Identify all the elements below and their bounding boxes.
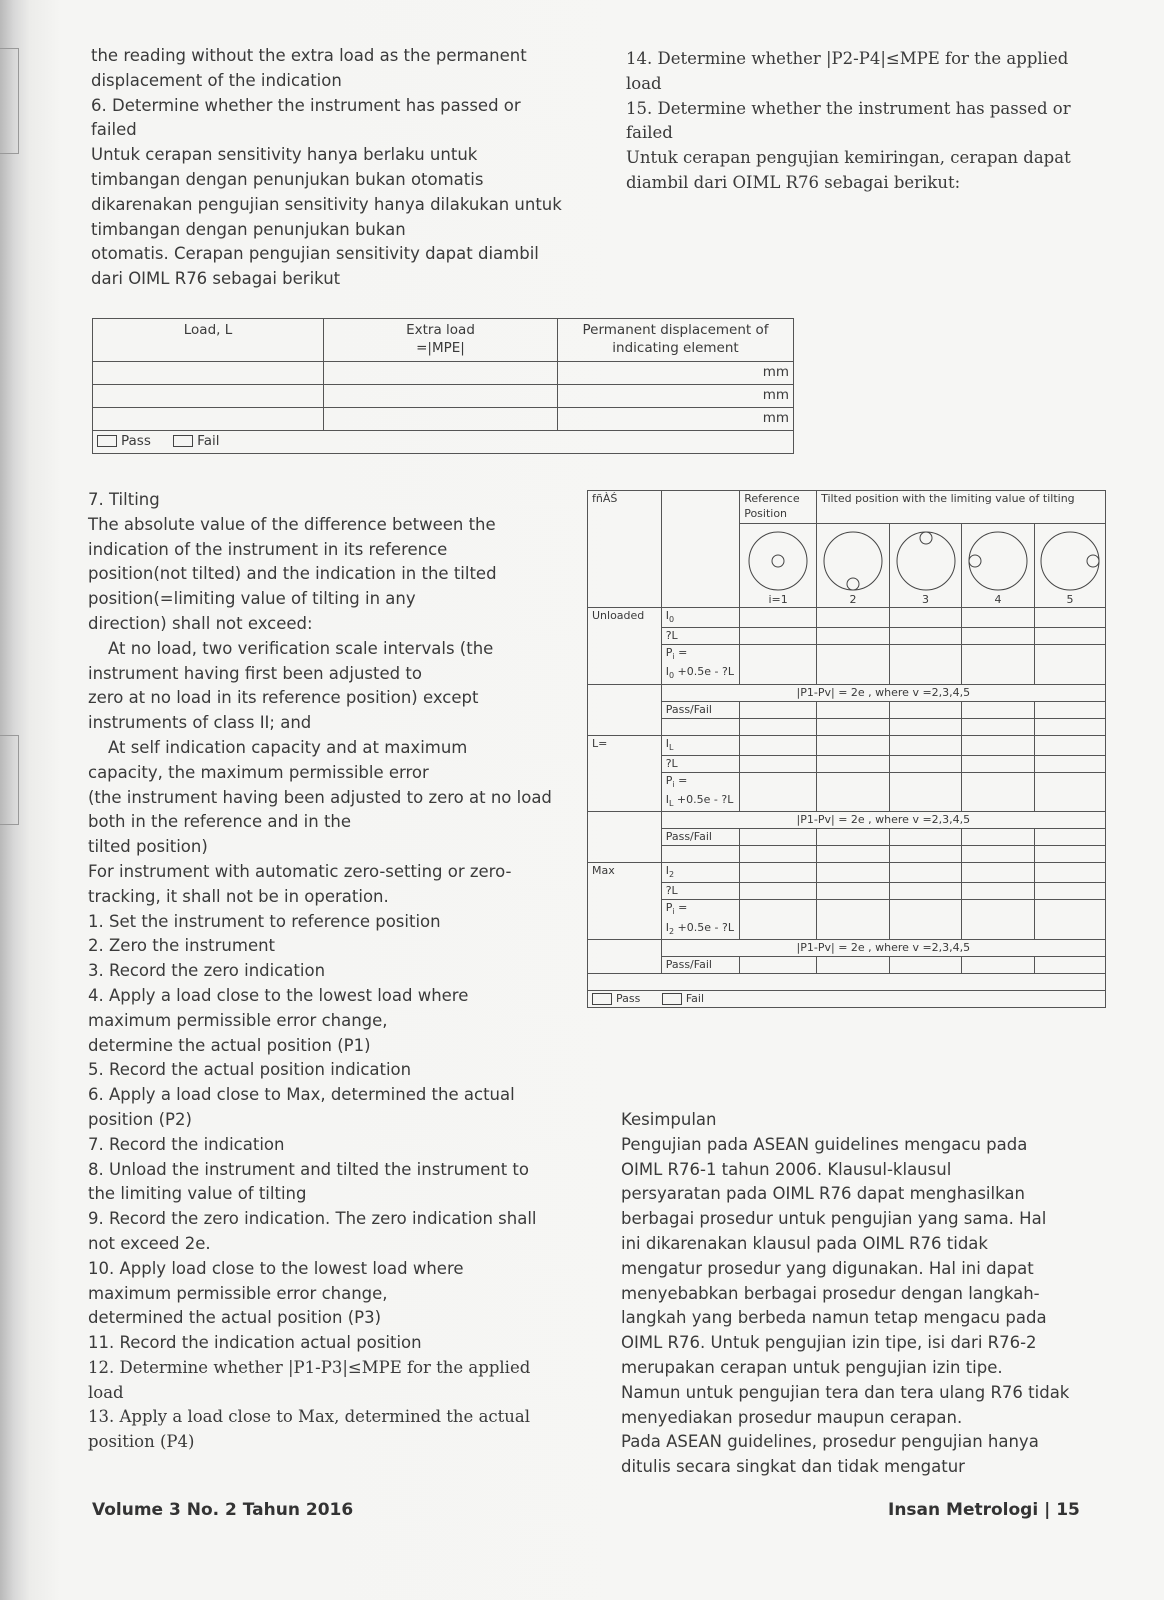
pass-fail-label: Pass/Fail <box>661 701 739 718</box>
group-label: L= <box>588 735 662 812</box>
text-line: 12. Determine whether |P1-P3|≤MPE for the applied <box>88 1357 531 1377</box>
text-line: menyediakan prosedur maupun cerapan. <box>621 1407 963 1427</box>
text-line: timbangan dengan penunjukan bukan otomatis <box>91 169 484 189</box>
position-cell: i=1 <box>740 524 817 608</box>
pass-checkbox[interactable] <box>97 435 117 447</box>
text-line: failed <box>626 123 673 143</box>
position-cell: 2 <box>817 524 890 608</box>
tilted-header: Tilted position with the limiting value of tilting <box>817 491 1106 524</box>
criterion: |P1-Pv| = 2e , where v =2,3,4,5 <box>661 684 1105 701</box>
table-row <box>93 408 794 431</box>
text-line: indication of the instrument in its reference <box>88 539 448 559</box>
text-line: instruments of class II; and <box>88 713 312 733</box>
header-displacement: Permanent displacement of indicating element <box>558 319 794 362</box>
text-line: At no load, two verification scale intervals (the <box>108 638 494 658</box>
table-row <box>588 846 1106 863</box>
left-top-text <box>91 44 562 292</box>
pass-checkbox[interactable] <box>592 993 612 1005</box>
text-line: 4. Apply a load close to the lowest load where <box>88 985 469 1005</box>
text-line: tracking, it shall not be in operation. <box>88 886 389 906</box>
header-extra-load: Extra load =|MPE| <box>324 319 558 362</box>
delta-label: ?L <box>661 755 739 772</box>
text-line: persyaratan pada OIML R76 dapat menghasilkan <box>621 1184 1025 1204</box>
text-line: determine the actual position (P1) <box>88 1035 371 1055</box>
text-line: 15. Determine whether the instrument has passed or <box>626 98 1071 118</box>
pass-fail-row: Pass Fail <box>588 990 1106 1007</box>
text-line: capacity, the maximum permissible error <box>88 762 429 782</box>
text-line: determined the actual position (P3) <box>88 1308 382 1328</box>
text-line: dikarenakan pengujian sensitivity hanya dilakukan untuk <box>91 194 562 214</box>
text-line: 11. Record the indication actual position <box>88 1333 422 1353</box>
conclusion-text <box>621 1108 1069 1480</box>
table-row <box>588 718 1106 735</box>
text-line: 10. Apply load close to the lowest load where <box>88 1258 464 1278</box>
text-line: instrument having first been adjusted to <box>88 663 422 683</box>
header-load: Load, L <box>93 319 324 362</box>
level-indicator-icon <box>895 530 957 592</box>
tilting-table <box>587 490 1106 1008</box>
text-line: displacement of the indication <box>91 70 342 90</box>
text-line: failed <box>91 120 137 140</box>
text-line: 5. Record the actual position indication <box>88 1060 412 1080</box>
level-indicator-icon <box>1039 530 1101 592</box>
table-row <box>588 883 1106 900</box>
binding-marks <box>0 735 19 825</box>
table-row <box>588 735 1106 755</box>
text-line: Pengujian pada ASEAN guidelines mengacu pada <box>621 1134 1028 1154</box>
table-row <box>588 829 1106 846</box>
text-line: 13. Apply a load close to Max, determined the actual <box>88 1407 531 1427</box>
fail-checkbox[interactable] <box>173 435 193 447</box>
text-line: langkah yang berbeda namun tetap mengacu pada <box>621 1308 1047 1328</box>
text-line: direction) shall not exceed: <box>88 613 313 633</box>
unit: mm <box>558 385 794 408</box>
table-row <box>93 362 794 385</box>
footer-magazine-page: Insan Metrologi | 15 <box>888 1500 1080 1520</box>
text-line: the limiting value of tilting <box>88 1184 307 1204</box>
indication-label: $I_L$ <box>661 735 739 755</box>
text-line: load <box>88 1382 124 1402</box>
text-line: merupakan cerapan untuk pengujian izin tipe. <box>621 1357 1003 1377</box>
pass-fail-label: Pass/Fail <box>661 829 739 846</box>
sensitivity-table <box>92 318 794 454</box>
pi-formula: $P_i$ = $I_0 +0.5e$ - ?L <box>661 645 739 684</box>
text-line: 7. Record the indication <box>88 1134 285 1154</box>
reference-header: Reference Position <box>740 491 817 524</box>
table-row <box>588 684 1106 701</box>
text-line: menyebabkan berbagai prosedur dengan langkah- <box>621 1283 1040 1303</box>
position-cell: 3 <box>890 524 962 608</box>
criterion: |P1-Pv| = 2e , where v =2,3,4,5 <box>661 939 1105 956</box>
text-line: not exceed 2e. <box>88 1233 211 1253</box>
text-line: otomatis. Cerapan pengujian sensitivity dapat diambil <box>91 244 539 264</box>
text-line: both in the reference and in the <box>88 812 352 832</box>
text-line: berbagai prosedur untuk pengujian yang sama. Hal <box>621 1209 1047 1229</box>
text-line: OIML R76. Untuk pengujian izin tipe, isi dari R76-2 <box>621 1333 1037 1353</box>
text-line: 6. Determine whether the instrument has passed or <box>91 95 521 115</box>
text-line: the reading without the extra load as the permanent <box>91 46 527 65</box>
table-row <box>588 812 1106 829</box>
right-top-text <box>626 47 1071 196</box>
position-cell: 4 <box>961 524 1034 608</box>
fail-checkbox[interactable] <box>662 993 682 1005</box>
table-row <box>588 863 1106 883</box>
table-row <box>93 385 794 408</box>
delta-label: ?L <box>661 628 739 645</box>
text-line: timbangan dengan penunjukan bukan <box>91 219 406 239</box>
text-line: 1. Set the instrument to reference position <box>88 911 441 931</box>
table-row <box>588 939 1106 956</box>
text-line: Pada ASEAN guidelines, prosedur pengujian hanya <box>621 1432 1039 1452</box>
pass-fail-row: Pass Fail <box>93 431 794 454</box>
text-line: diambil dari OIML R76 sebagai berikut: <box>626 172 961 192</box>
table-row <box>588 701 1106 718</box>
text-line: ditulis secara singkat dan tidak mengatur <box>621 1457 965 1477</box>
text-line: 3. Record the zero indication <box>88 961 326 981</box>
position-cell: 5 <box>1035 524 1106 608</box>
table-row <box>588 772 1106 811</box>
text-line: 8. Unload the instrument and tilted the instrument to <box>88 1159 529 1179</box>
text-line: position (P2) <box>88 1109 192 1129</box>
text-line: Untuk cerapan pengujian kemiringan, cerapan dapat <box>626 148 1071 168</box>
level-indicator-icon <box>747 530 809 592</box>
level-indicator-icon <box>967 530 1029 592</box>
pass-fail-label: Pass/Fail <box>661 956 739 973</box>
text-line: For instrument with automatic zero-setting or zero- <box>88 861 512 881</box>
table-row <box>588 628 1106 645</box>
text-line: (the instrument having been adjusted to zero at no load <box>88 787 552 807</box>
unit: mm <box>558 362 794 385</box>
indication-label: $I_2$ <box>661 863 739 883</box>
binding-marks <box>0 48 19 154</box>
table-row <box>588 608 1106 628</box>
pi-formula: $P_i$ = $I_L +0.5e$ - ?L <box>661 772 739 811</box>
text-line: position(not tilted) and the indication in the tilted <box>88 564 497 584</box>
text-line: Kesimpulan <box>621 1110 717 1129</box>
text-line: maximum permissible error change, <box>88 1010 388 1030</box>
text-line: load <box>626 73 662 93</box>
text-line: tilted position) <box>88 837 208 857</box>
text-line: ini dikarenakan klausul pada OIML R76 tidak <box>621 1233 988 1253</box>
delta-label: ?L <box>661 883 739 900</box>
text-line: position(=limiting value of tilting in any <box>88 589 416 609</box>
footer-volume: Volume 3 No. 2 Tahun 2016 <box>92 1500 354 1520</box>
table-row <box>588 973 1106 990</box>
text-line: zero at no load in its reference position) except <box>88 688 479 708</box>
table-row <box>588 755 1106 772</box>
text-line: mengatur prosedur yang digunakan. Hal ini dapat <box>621 1258 1034 1278</box>
indication-label: $I_0$ <box>661 608 739 628</box>
text-line: At self indication capacity and at maximum <box>108 737 468 757</box>
text-line: 14. Determine whether |P2-P4|≤MPE for the applied <box>626 49 1069 68</box>
criterion: |P1-Pv| = 2e , where v =2,3,4,5 <box>661 812 1105 829</box>
table-row <box>588 645 1106 684</box>
text-line: 9. Record the zero indication. The zero indication shall <box>88 1209 537 1229</box>
text-line: OIML R76-1 tahun 2006. Klausul-klausul <box>621 1159 952 1179</box>
pi-formula: $P_i$ = $I_2 +0.5e$ - ?L <box>661 900 739 939</box>
table-row <box>588 900 1106 939</box>
text-line: The absolute value of the difference between the <box>88 514 496 534</box>
text-line: 6. Apply a load close to Max, determined the actual <box>88 1085 515 1105</box>
group-label: Unloaded <box>588 608 662 685</box>
corner-cell: fñÀŚ <box>588 491 662 608</box>
group-label: Max <box>588 863 662 940</box>
level-indicator-icon <box>822 530 884 592</box>
table-row <box>588 956 1106 973</box>
unit: mm <box>558 408 794 431</box>
text-line: 7. Tilting <box>88 490 160 509</box>
text-line: 2. Zero the instrument <box>88 936 276 956</box>
text-line: Untuk cerapan sensitivity hanya berlaku untuk <box>91 145 478 165</box>
text-line: maximum permissible error change, <box>88 1283 388 1303</box>
text-line: Namun untuk pengujian tera dan tera ulang R76 tidak <box>621 1382 1070 1402</box>
text-line: position (P4) <box>88 1432 195 1452</box>
text-line: dari OIML R76 sebagai berikut <box>91 269 341 289</box>
tilting-procedure-text <box>88 488 552 1455</box>
